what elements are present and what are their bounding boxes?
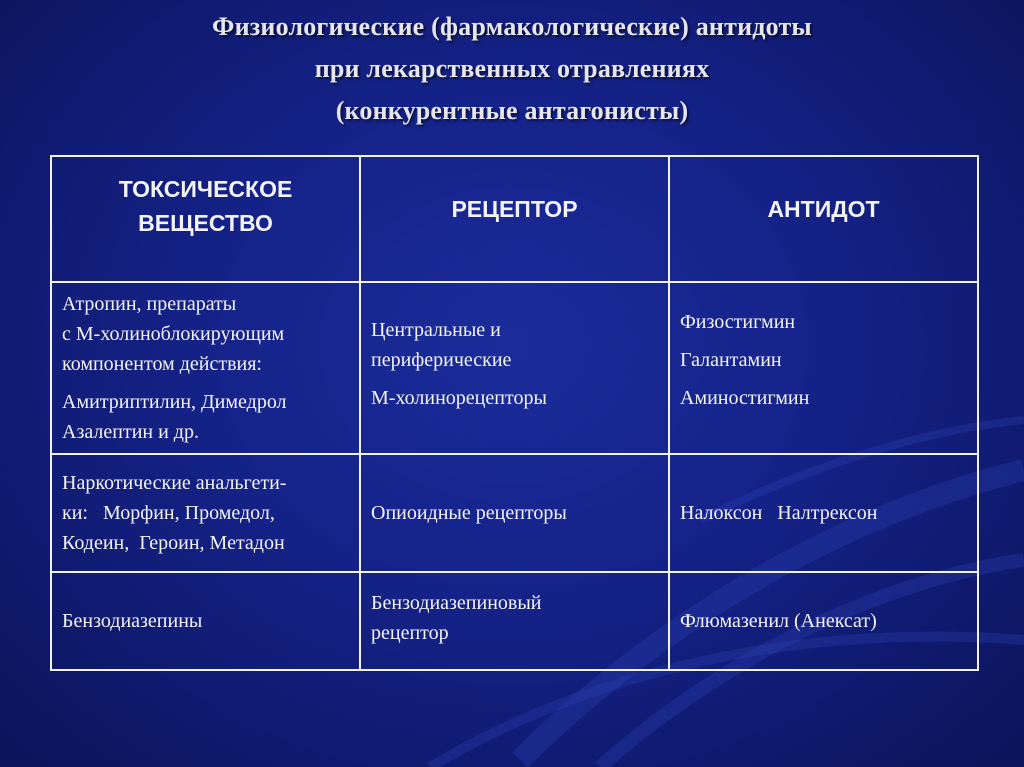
cell-antidote <box>669 572 978 670</box>
cell-line: компонентом действия: <box>62 353 262 375</box>
cell-line: Атропин, препараты <box>62 293 237 315</box>
header-line: ТОКСИЧЕСКОЕ <box>118 176 293 202</box>
cell-substance <box>51 454 360 572</box>
cell-line: Опиоидные рецепторы <box>371 502 567 524</box>
cell-line: Амитриптилин, Димедрол <box>62 391 287 413</box>
cell-line: Азалептин и др. <box>62 421 199 443</box>
cell-line: Аминостигмин <box>680 387 810 409</box>
cell-line: Галантамин <box>680 349 782 371</box>
cell-line: периферические <box>371 349 512 371</box>
cell-line: Кодеин, Героин, Метадон <box>62 532 285 554</box>
cell-line: Налоксон Налтрексон <box>680 502 878 524</box>
cell-line: Физостигмин <box>680 311 796 333</box>
title-line-1: Физиологические (фармакологические) антидоты <box>212 12 812 41</box>
cell-line: М-холинорецепторы <box>371 387 547 409</box>
cell-line: Флюмазенил (Анексат) <box>680 610 877 632</box>
cell-line: Бензодиазепины <box>62 610 203 632</box>
table-header-row <box>51 156 978 282</box>
cell-line: Наркотические анальгети- <box>62 472 287 494</box>
cell-antidote <box>669 454 978 572</box>
cell-substance <box>51 282 360 454</box>
cell-line: ки: Морфин, Промедол, <box>62 502 275 524</box>
title-line-3: (конкурентные антагонисты) <box>335 96 689 125</box>
cell-line: с М-холиноблокирующим <box>62 323 285 345</box>
cell-receptor <box>360 572 669 670</box>
title-line-2: при лекарственных отравлениях <box>314 54 710 83</box>
cell-substance <box>51 572 360 670</box>
cell-antidote <box>669 282 978 454</box>
header-antidote: АНТИДОТ <box>669 156 978 282</box>
antidotes-table <box>50 155 979 671</box>
cell-line: рецептор <box>371 622 449 644</box>
cell-receptor <box>360 454 669 572</box>
cell-line: Центральные и <box>371 319 501 341</box>
cell-receptor <box>360 282 669 454</box>
header-toxic-substance <box>51 156 360 282</box>
table-row <box>51 282 978 454</box>
table-row <box>51 572 978 670</box>
header-receptor: РЕЦЕПТОР <box>360 156 669 282</box>
cell-line: Бензодиазепиновый <box>371 592 542 614</box>
table-row <box>51 454 978 572</box>
slide-title <box>0 6 1024 132</box>
header-line: ВЕЩЕСТВО <box>138 210 273 236</box>
